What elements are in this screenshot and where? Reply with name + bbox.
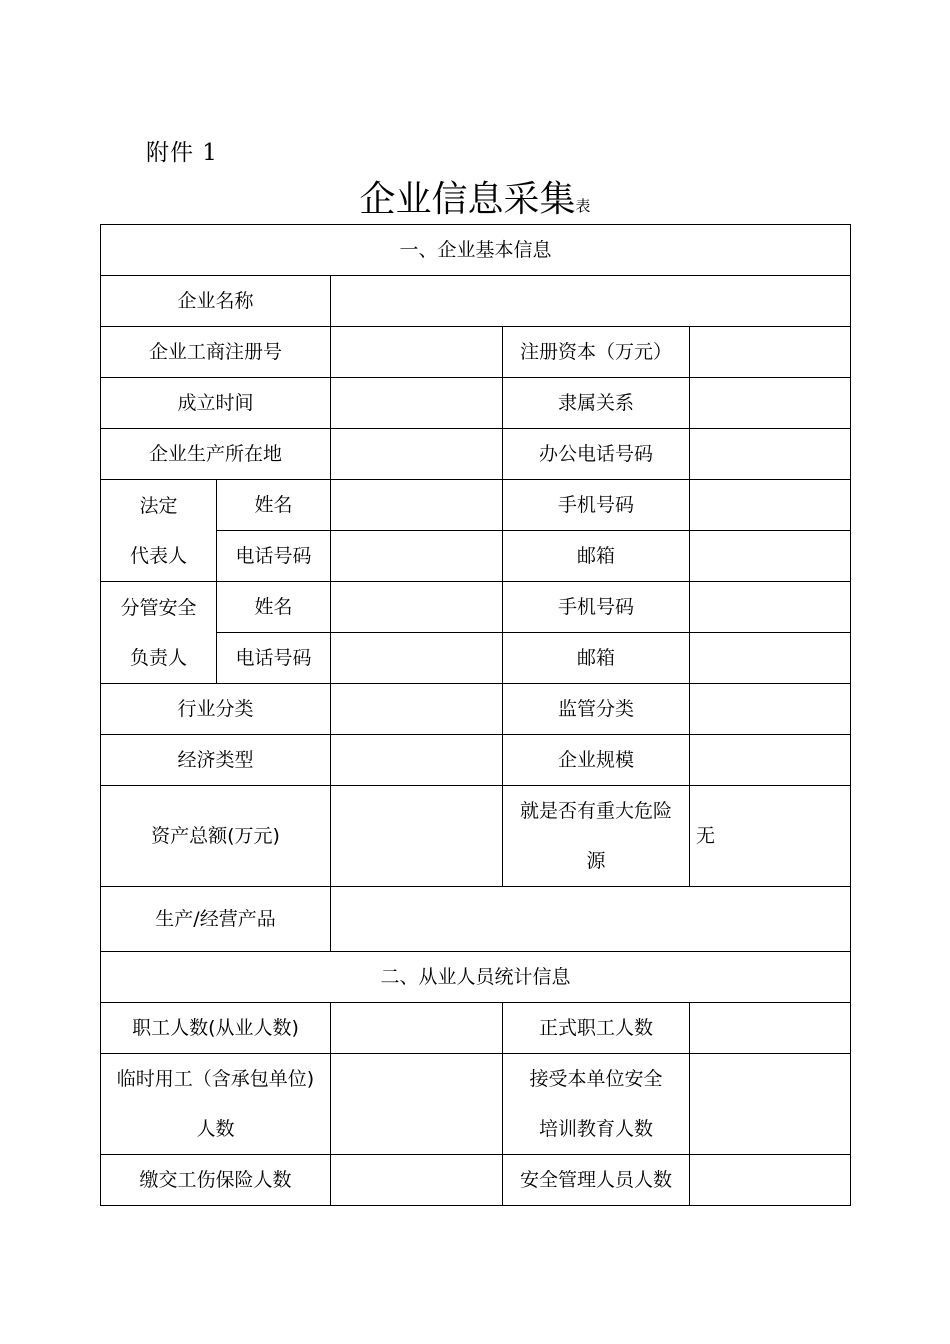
hazard-field[interactable]: 无 bbox=[690, 786, 851, 887]
trained-field[interactable] bbox=[690, 1054, 851, 1155]
company-name-field[interactable] bbox=[331, 276, 851, 327]
reg-capital-label: 注册资本（万元） bbox=[503, 327, 690, 378]
safety-head-name-label: 姓名 bbox=[217, 582, 331, 633]
trained-label-line2: 培训教育人数 bbox=[538, 1118, 653, 1140]
supervision-label: 监管分类 bbox=[503, 684, 690, 735]
economy-type-label: 经济类型 bbox=[101, 735, 331, 786]
location-field[interactable] bbox=[331, 429, 503, 480]
employees-label: 职工人数(从业人数) bbox=[101, 1003, 331, 1054]
legal-rep-email-label: 邮箱 bbox=[503, 531, 690, 582]
safety-head-phone-label: 电话号码 bbox=[217, 633, 331, 684]
safety-managers-field[interactable] bbox=[690, 1155, 851, 1206]
legal-rep-name-field[interactable] bbox=[331, 480, 503, 531]
location-label: 企业生产所在地 bbox=[101, 429, 331, 480]
temp-workers-label-line1: 临时用工（含承包单位) bbox=[116, 1068, 315, 1090]
safety-head-mobile-label: 手机号码 bbox=[503, 582, 690, 633]
formal-employees-field[interactable] bbox=[690, 1003, 851, 1054]
safety-head-mobile-field[interactable] bbox=[690, 582, 851, 633]
safety-managers-label: 安全管理人员人数 bbox=[503, 1155, 690, 1206]
company-name-label: 企业名称 bbox=[101, 276, 331, 327]
title-suffix: 表 bbox=[575, 197, 591, 215]
trained-label-line1: 接受本单位安全 bbox=[529, 1068, 663, 1090]
injury-insured-label: 缴交工伤保险人数 bbox=[101, 1155, 331, 1206]
safety-head-phone-field[interactable] bbox=[331, 633, 503, 684]
formal-employees-label: 正式职工人数 bbox=[503, 1003, 690, 1054]
legal-rep-email-field[interactable] bbox=[690, 531, 851, 582]
safety-head-label-line2: 负责人 bbox=[129, 646, 187, 669]
safety-head-label-line1: 分管安全 bbox=[120, 596, 197, 619]
products-label: 生产/经营产品 bbox=[101, 887, 331, 952]
title-main: 企业信息采集 bbox=[359, 179, 576, 220]
section2-heading: 二、从业人员统计信息 bbox=[101, 952, 851, 1003]
legal-rep-phone-field[interactable] bbox=[331, 531, 503, 582]
assets-field[interactable] bbox=[331, 786, 503, 887]
legal-rep-mobile-label: 手机号码 bbox=[503, 480, 690, 531]
hazard-label bbox=[503, 786, 690, 887]
legal-rep-name-label: 姓名 bbox=[217, 480, 331, 531]
legal-rep-label bbox=[101, 480, 217, 582]
safety-head-email-label: 邮箱 bbox=[503, 633, 690, 684]
assets-label: 资产总额(万元) bbox=[101, 786, 331, 887]
industry-label: 行业分类 bbox=[101, 684, 331, 735]
section1-heading: 一、企业基本信息 bbox=[101, 225, 851, 276]
products-field[interactable] bbox=[331, 887, 851, 952]
page-title bbox=[0, 176, 950, 230]
attachment-label: 附件 1 bbox=[146, 140, 218, 166]
temp-workers-field[interactable] bbox=[331, 1054, 503, 1155]
hazard-label-line2: 源 bbox=[586, 850, 606, 872]
legal-rep-mobile-field[interactable] bbox=[690, 480, 851, 531]
affiliation-label: 隶属关系 bbox=[503, 378, 690, 429]
legal-rep-label-line1: 法定 bbox=[139, 494, 178, 517]
legal-rep-phone-label: 电话号码 bbox=[217, 531, 331, 582]
safety-head-name-field[interactable] bbox=[331, 582, 503, 633]
affiliation-field[interactable] bbox=[690, 378, 851, 429]
safety-head-label bbox=[101, 582, 217, 684]
office-phone-field[interactable] bbox=[690, 429, 851, 480]
scale-label: 企业规模 bbox=[503, 735, 690, 786]
safety-head-email-field[interactable] bbox=[690, 633, 851, 684]
reg-capital-field[interactable] bbox=[690, 327, 851, 378]
reg-no-label: 企业工商注册号 bbox=[101, 327, 331, 378]
trained-label bbox=[503, 1054, 690, 1155]
enterprise-info-form bbox=[100, 224, 851, 1206]
founded-field[interactable] bbox=[331, 378, 503, 429]
supervision-field[interactable] bbox=[690, 684, 851, 735]
office-phone-label: 办公电话号码 bbox=[503, 429, 690, 480]
scale-field[interactable] bbox=[690, 735, 851, 786]
injury-insured-field[interactable] bbox=[331, 1155, 503, 1206]
hazard-label-line1: 就是否有重大危险 bbox=[519, 800, 672, 822]
legal-rep-label-line2: 代表人 bbox=[129, 544, 187, 567]
temp-workers-label bbox=[101, 1054, 331, 1155]
founded-label: 成立时间 bbox=[101, 378, 331, 429]
temp-workers-label-line2: 人数 bbox=[196, 1118, 235, 1140]
employees-field[interactable] bbox=[331, 1003, 503, 1054]
reg-no-field[interactable] bbox=[331, 327, 503, 378]
economy-type-field[interactable] bbox=[331, 735, 503, 786]
industry-field[interactable] bbox=[331, 684, 503, 735]
